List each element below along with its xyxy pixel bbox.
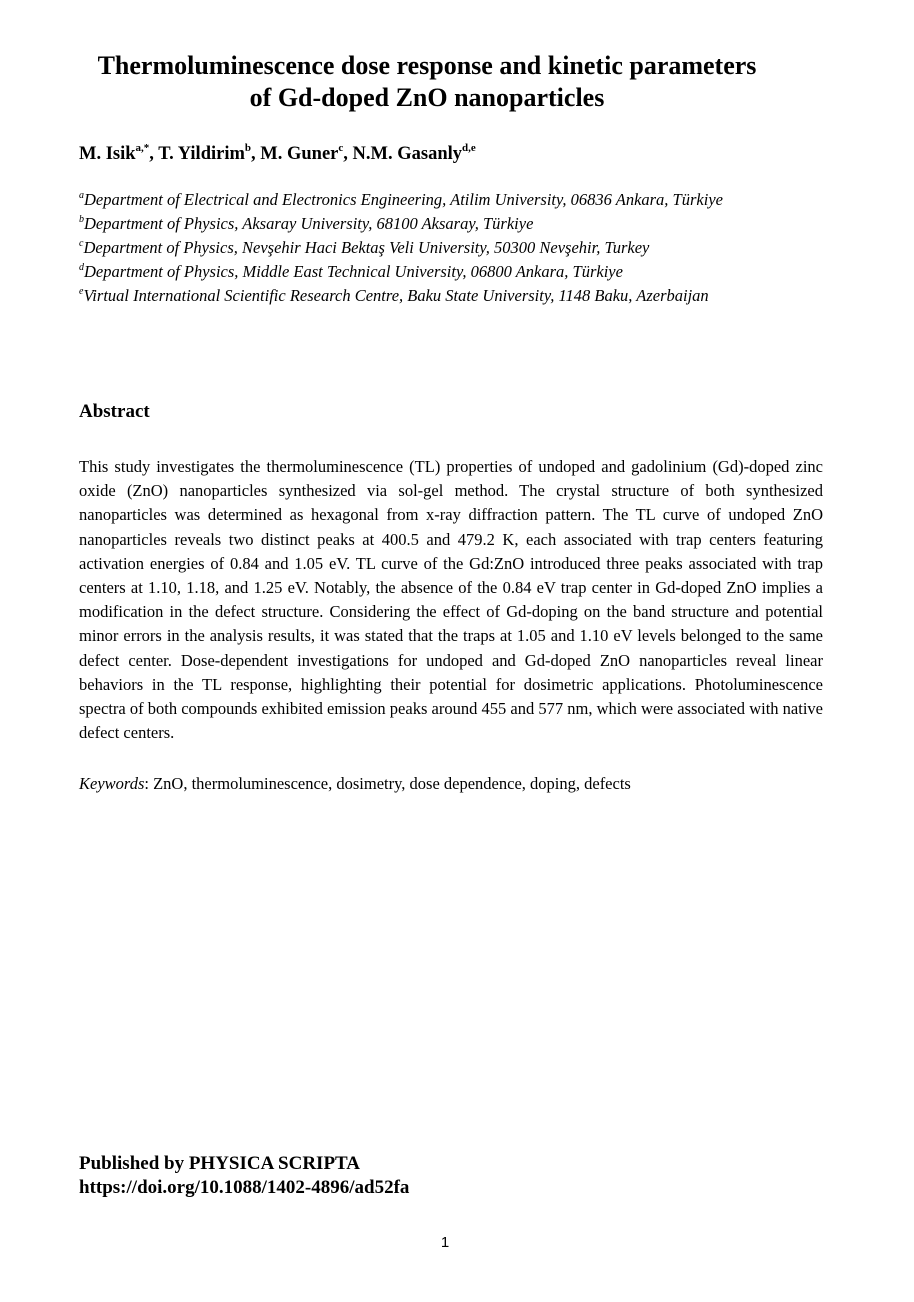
- affiliation-item: [79, 212, 839, 236]
- affiliation-mark: e: [79, 285, 84, 297]
- author-name: M. Guner: [260, 144, 339, 164]
- affiliation-item: [79, 260, 839, 284]
- author-separator: ,: [149, 144, 159, 164]
- author-affiliation-mark: c: [338, 141, 344, 154]
- author-affiliation-mark: d,e: [462, 141, 476, 154]
- affiliation-mark: c: [79, 237, 84, 249]
- author-name: N.M. Gasanly: [352, 144, 462, 164]
- affiliation-item: [79, 236, 839, 260]
- affiliation-item: [79, 284, 839, 308]
- paper-title: [60, 50, 794, 114]
- affiliation-item: [79, 188, 769, 212]
- paper-title-line-2: of Gd-doped ZnO nanoparticles: [249, 83, 605, 112]
- abstract-body: This study investigates the thermoluminescence (TL) properties of undoped and gadolinium (Gd)-doped zinc oxide (ZnO) nanoparticles synthesized via sol-gel method. The crystal structure of both synthesized nanoparticles was determined as hexagonal from x-ray diffraction pattern. The TL curve of undoped ZnO nanoparticles reveals two distinct peaks at 400.5 and 479.2 K, each associated with trap centers featuring activation energies of 0.84 and 1.05 eV. TL curve of the Gd:ZnO introduced three peaks associated with trap centers at 1.10, 1.18, and 1.25 eV. Notably, the absence of the 0.84 eV trap center in Gd-doped ZnO implies a modification in the defect structure. Considering the effect of Gd-doping on the band structure and potential minor errors in the analysis results, it was stated that the traps at 1.05 and 1.10 eV levels belonged to the same defect center. Dose-dependent investigations for undoped and Gd-doped ZnO nanoparticles reveal linear behaviors in the TL response, highlighting their potential for dosimetric applications. Photoluminescence spectra of both compounds exhibited emission peaks around 455 and 577 nm, which were associated with native defect centers.: [79, 457, 823, 743]
- affiliation-mark: d: [79, 261, 84, 273]
- author-separator: ,: [251, 144, 261, 164]
- author-name: M. Isik: [79, 144, 136, 164]
- affiliation-text: Department of Physics, Middle East Technical University, 06800 Ankara, Türkiye: [84, 262, 623, 281]
- affiliation-text: Department of Electrical and Electronics Engineering, Atilim University, 06836 Ankara, Türkiye: [84, 190, 723, 209]
- publication-info: [79, 1152, 409, 1200]
- author-name: T. Yildirim: [158, 144, 245, 164]
- paper-title-line-1: Thermoluminescence dose response and kinetic parameters: [97, 51, 757, 80]
- abstract-heading: Abstract: [79, 401, 150, 422]
- affiliation-text: Department of Physics, Aksaray University, 68100 Aksaray, Türkiye: [84, 214, 534, 233]
- affiliation-mark: b: [79, 213, 84, 225]
- affiliation-text: Department of Physics, Nevşehir Haci Bektaş Veli University, 50300 Nevşehir, Turkey: [83, 238, 650, 257]
- keywords-line: [79, 772, 631, 796]
- affiliation-list: [79, 188, 839, 308]
- author-list: [79, 142, 476, 166]
- author-affiliation-mark: a,*: [135, 141, 150, 154]
- affiliation-text: Virtual International Scientific Research Centre, Baku State University, 1148 Baku, Azerbaijan: [83, 286, 709, 305]
- doi-line: https://doi.org/10.1088/1402-4896/ad52fa: [79, 1177, 410, 1198]
- keywords-text: : ZnO, thermoluminescence, dosimetry, dose dependence, doping, defects: [144, 774, 631, 793]
- keywords-label: Keywords: [79, 774, 145, 793]
- author-separator: ,: [343, 144, 353, 164]
- publisher-line: Published by PHYSICA SCRIPTA: [79, 1153, 361, 1174]
- author-affiliation-mark: b: [244, 141, 252, 154]
- affiliation-mark: a: [79, 189, 84, 201]
- page-number: 1: [440, 1234, 450, 1251]
